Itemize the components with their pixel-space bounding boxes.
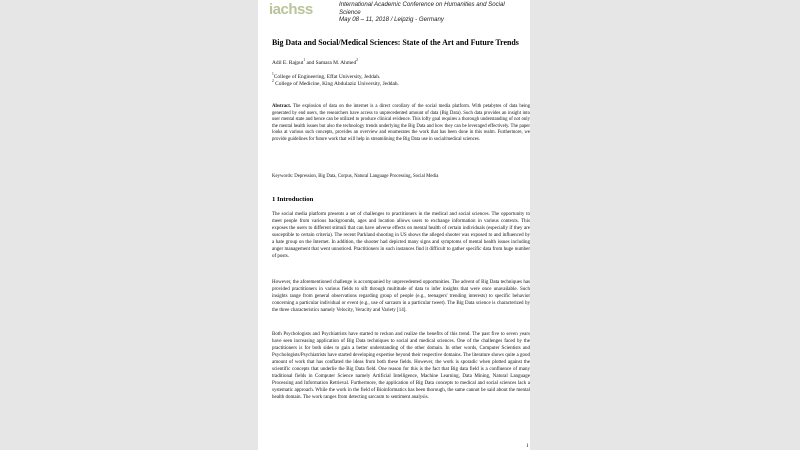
author-name: Adil E. Rajput	[272, 60, 304, 66]
affiliation-mark: 2	[272, 79, 274, 83]
abstract-label: Abstract.	[272, 104, 292, 109]
body-paragraph: However, the aforementioned challenge is accompanied by unprecedented opportunities. The advent of Big Data techniques has provided practitioners in various fields to sift through multitude of data to infer insights that were once unavailable. Such insights range from general observations regarding group of people (e.g., teenagers' trending interests) to specific behavior concerning a particular individual or event (e.g., use of sarcasm in a particular tweet). The Big Data science is characterized by the three characteristics namely Velocity, Veracity and Variety [14].	[272, 280, 530, 314]
conference-info	[339, 1, 529, 24]
conference-name-line1: International Academic Conference on Humanities and Social	[339, 1, 505, 8]
page-header	[258, 0, 530, 26]
body-paragraph: The social media platform presents a set of challenges to practitioners in the medical and social sciences. The opportunity to meet people from various backgrounds, ages and location allows users to exchange information in various contexts. This exposes the users to different stimuli that can have adverse effects on mental health of certain individuals (especially if they are susceptible to certain criteria). The recent Parkland shooting in US shows the alleged shooter was exposed to and influenced by a hate group on the Internet. In addition, the shooter had depicted many signs and symptoms of mental health issues including anger management that went unnoticed. Practitioners in such instances find it difficult to gather specific data from huge number of posts.	[272, 212, 530, 260]
author-list	[272, 60, 358, 66]
abstract	[272, 104, 530, 143]
author-separator: and	[305, 60, 316, 66]
conference-logo: iachss	[269, 1, 313, 18]
abstract-text: The explosion of data on the internet is a direct corollary of the social media platform. With petabytes of data being generated by end users, the researchers have access to unprecedented amount of data (Big Data). Such data provides an insight into user mental state and hence can be utilized to produce clinical evidence. This lofty goal requires a thorough understanding of not only the mental health issues but also the technology trends underlying the Big Data and how they can be leveraged effectively. The paper looks at various such concepts, provides an overview and enumerates the work that has been done in this realm. Furthermore, we provide guidelines for future work that will help in streamlining the Big Data use in social/medical sciences.	[272, 104, 530, 142]
body-paragraph: Both Psychologists and Psychiatrists have started to reckon and realize the benefits of this trend. The past five to seven years have seen increasing application of Big Data techniques to social and medical sciences. One of the challenges faced by the practitioners is for both sides to gain a better understanding of the other domain. In other words, Computer Scientists and Psychologists/Psychiatrists have started developing expertise beyond their respective domains. The literature shows quite a good amount of work that has conflated the ideas from both these fields. However, the work is sporadic when plotted against the scientific concepts that underlie the Big Data field. One reason for this is the fact that Big data field is a confluence of many traditional fields in Computer Science namely Artificial Intelligence, Machine Learning, Data Mining, Natural Language Processing and Information Retrieval. Furthermore, the application of Big Data concepts to medical and social sciences lack a systematic approach. While the work in the field of Bioinformatics has been thorough, the same cannot be said about the mental health domain. The work ranges from detecting sarcasm to sentiment analysis.	[272, 332, 530, 401]
affiliation-text: College of Engineering, Effat University, Jeddah.	[273, 74, 381, 80]
affiliation-mark: 1	[272, 72, 274, 77]
author-affiliation-mark: 1	[303, 58, 306, 63]
affiliations	[272, 74, 399, 88]
affiliation	[272, 74, 399, 81]
affiliation-text: College of Medicine, King Abdulaziz University, Jeddah.	[273, 80, 399, 87]
keywords: Keywords: Depression, Big Data, Corpus, Natural Language Processing, Social Media	[272, 174, 439, 179]
section-heading: 1 Introduction	[272, 196, 314, 203]
affiliation	[272, 81, 399, 88]
author-name: Samara M. Ahmed	[315, 60, 357, 66]
conference-name-line2: Science	[339, 8, 361, 16]
author-affiliation-mark: 2	[356, 58, 358, 63]
paper-title: Big Data and Social/Medical Sciences: State of the Art and Future Trends	[272, 38, 519, 47]
paper-page	[258, 0, 530, 450]
conference-date-location: May 08 – 11, 2018 / Leipzig - Germany	[339, 16, 444, 24]
page-number: 1	[526, 443, 529, 449]
